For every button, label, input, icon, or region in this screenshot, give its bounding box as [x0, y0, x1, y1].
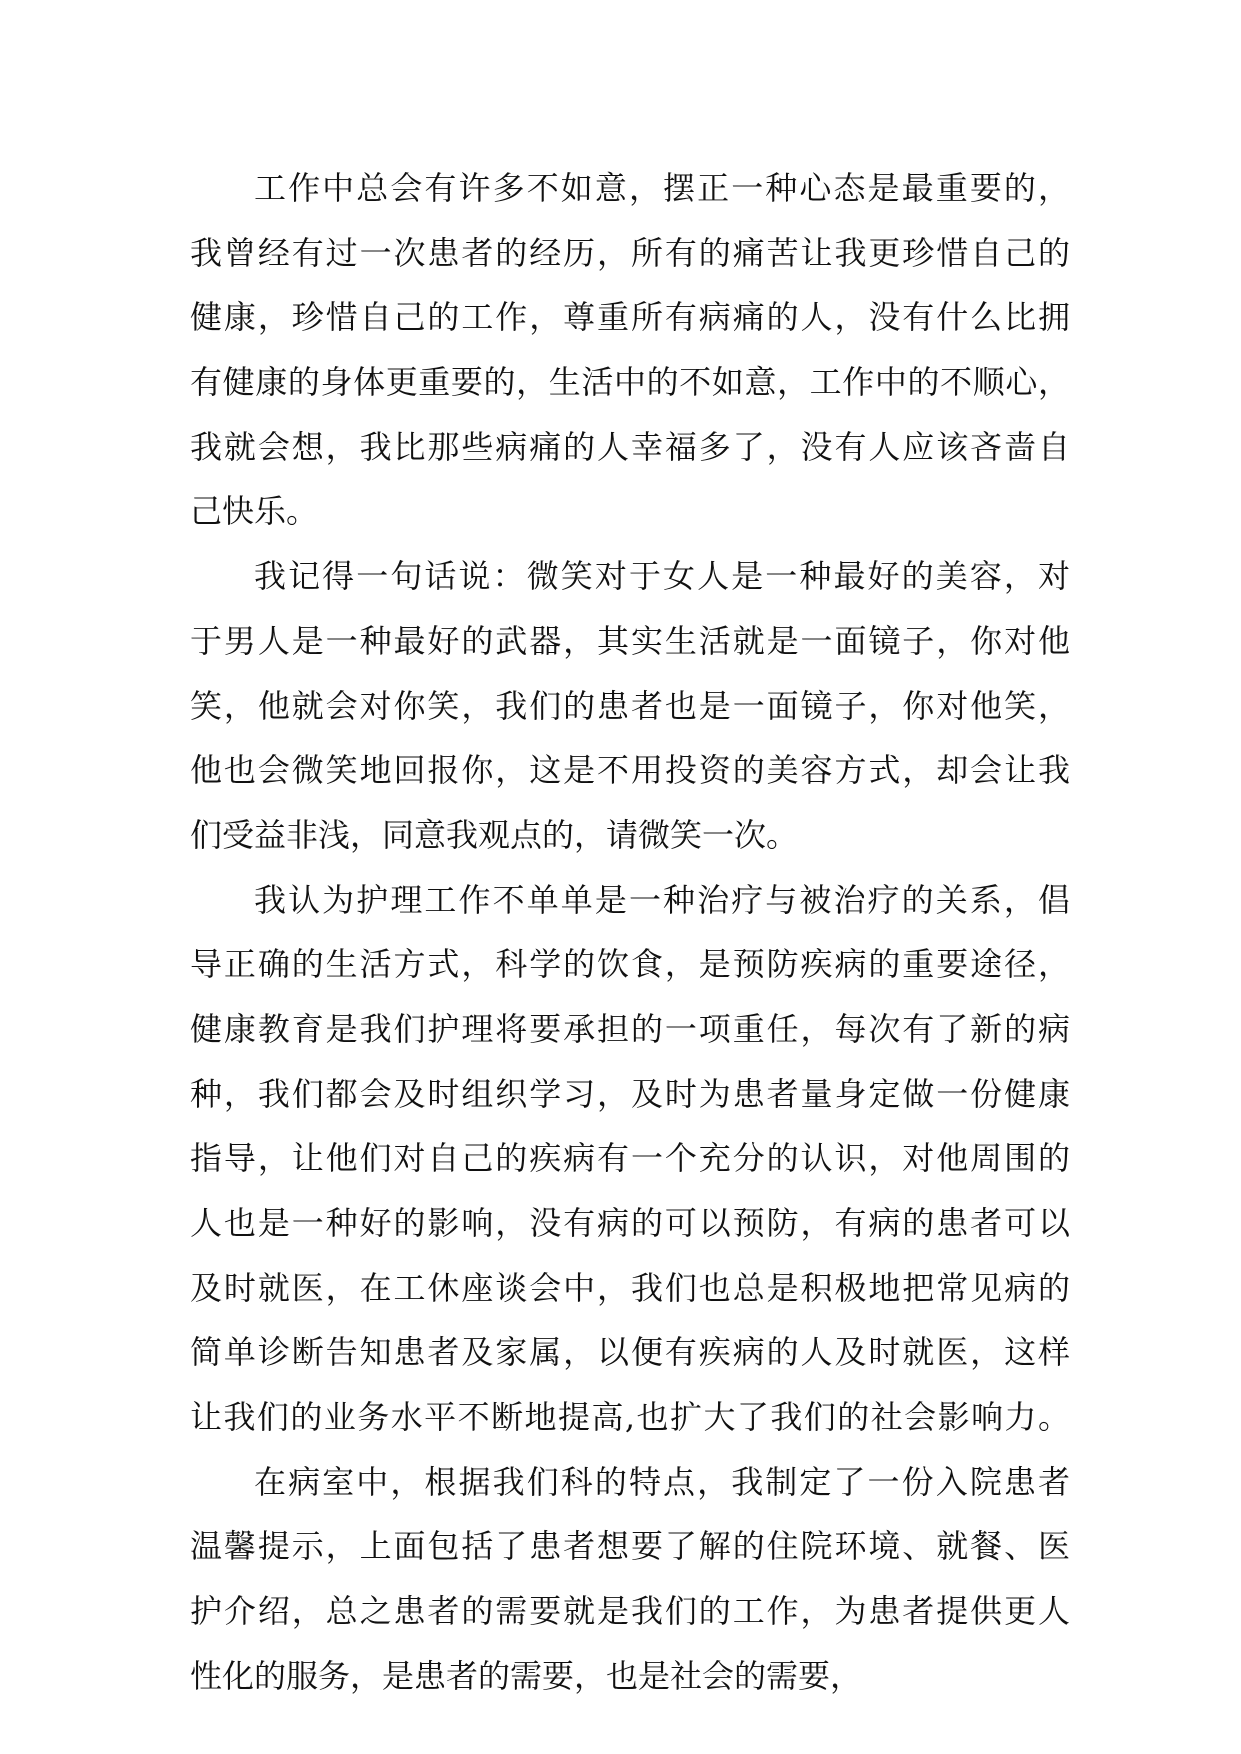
- text-line: 让我们的业务水平不断地提高,也扩大了我们的社会影响力。: [190, 1398, 1070, 1437]
- text-line: 我就会想，我比那些病痛的人幸福多了，没有人应该吝啬自: [190, 427, 1070, 466]
- paragraph-4: [190, 1450, 1070, 1709]
- text-line: 性化的服务，是患者的需要，也是社会的需要，: [190, 1656, 863, 1695]
- text-line: 在病室中，根据我们科的特点，我制定了一份入院患者: [254, 1462, 1070, 1501]
- text-line: 人也是一种好的影响，没有病的可以预防，有病的患者可以: [190, 1204, 1070, 1242]
- text-line: 己快乐。: [190, 492, 319, 531]
- text-line: 工作中总会有许多不如意，摆正一种心态是最重要的，: [254, 169, 1070, 207]
- text-line: 护介绍，总之患者的需要就是我们的工作，为患者提供更人: [190, 1592, 1070, 1631]
- text-line: 简单诊断告知患者及家属，以便有疾病的人及时就医，这样: [190, 1333, 1070, 1372]
- text-line: 导正确的生活方式，科学的饮食，是预防疾病的重要途径，: [190, 945, 1070, 984]
- text-line: 健康教育是我们护理将要承担的一项重任，每次有了新的病: [190, 1009, 1070, 1048]
- text-line: 我认为护理工作不单单是一种治疗与被治疗的关系，倡: [254, 880, 1070, 919]
- text-line: 我曾经有过一次患者的经历，所有的痛苦让我更珍惜自己的: [190, 233, 1070, 272]
- text-line: 种，我们都会及时组织学习，及时为患者量身定做一份健康: [190, 1074, 1070, 1113]
- text-line: 们受益非浅，同意我观点的，请微笑一次。: [190, 815, 799, 854]
- text-line: 指导，让他们对自己的疾病有一个充分的认识，对他周围的: [190, 1139, 1070, 1178]
- document-body: [190, 156, 1070, 1709]
- text-line: 及时就医，在工休座谈会中，我们也总是积极地把常见病的: [190, 1268, 1070, 1307]
- text-line: 温馨提示，上面包括了患者想要了解的住院环境、就餐、医: [190, 1527, 1070, 1566]
- text-line: 有健康的身体更重要的，生活中的不如意，工作中的不顺心，: [190, 363, 1070, 402]
- paragraph-1: [190, 156, 1070, 544]
- text-line: 他也会微笑地回报你，这是不用投资的美容方式，却会让我: [190, 751, 1070, 790]
- text-line: 我记得一句话说：微笑对于女人是一种最好的美容，对: [254, 557, 1070, 596]
- paragraph-3: [190, 868, 1070, 1450]
- text-line: 于男人是一种最好的武器，其实生活就是一面镜子，你对他: [190, 621, 1070, 660]
- text-line: 健康，珍惜自己的工作，尊重所有病痛的人，没有什么比拥: [190, 298, 1070, 337]
- text-line: 笑，他就会对你笑，我们的患者也是一面镜子，你对他笑，: [190, 686, 1070, 725]
- paragraph-2: [190, 544, 1070, 867]
